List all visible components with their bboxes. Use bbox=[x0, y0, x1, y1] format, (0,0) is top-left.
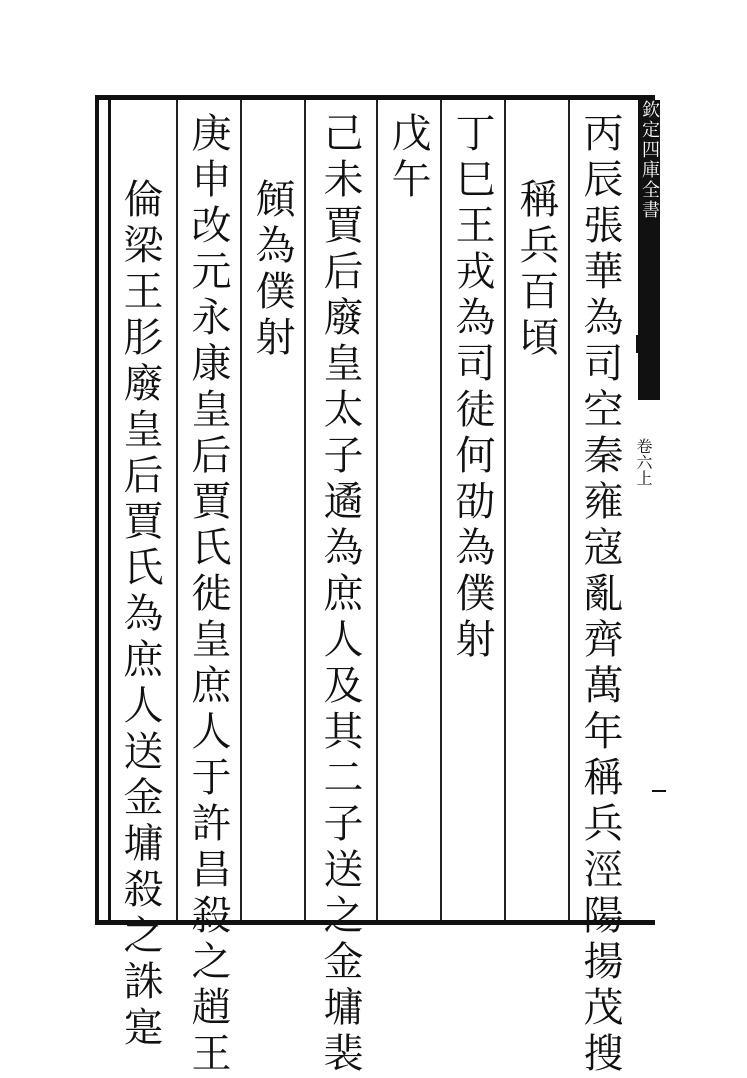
juan-label: 卷六上 bbox=[634, 438, 653, 486]
text-column-5: 己未賈后廢皇太子遹為庶人及其二子送之金墉裴 bbox=[317, 112, 363, 1078]
text-column-2: 稱兵百頃 bbox=[513, 178, 559, 362]
frame-inner-border bbox=[108, 100, 111, 920]
column-rule bbox=[440, 100, 442, 920]
text-column-6: 頠為僕射 bbox=[249, 178, 295, 362]
margin-tick bbox=[652, 790, 666, 792]
fish-tail-mark bbox=[636, 335, 658, 353]
book-title: 欽定四庫全書 bbox=[639, 100, 660, 220]
text-column-3: 丁巳王戎為司徒何劭為僕射 bbox=[449, 112, 495, 664]
page-frame bbox=[95, 95, 655, 925]
column-rule bbox=[176, 100, 178, 920]
text-column-4: 戊午 bbox=[385, 112, 431, 204]
column-rule bbox=[376, 100, 378, 920]
text-column-8: 倫梁王肜廢皇后賈氏為庶人送金墉殺之誅寔 bbox=[117, 178, 163, 1052]
column-rule bbox=[304, 100, 306, 920]
text-column-1: 丙辰張華為司空秦雍寇亂齊萬年稱兵涇陽揚茂搜 bbox=[577, 112, 623, 1078]
text-column-7: 庚申改元永康皇后賈氏徙皇庶人于許昌殺之趙王 bbox=[185, 112, 231, 1078]
column-rule bbox=[568, 100, 570, 920]
column-rule bbox=[504, 100, 506, 920]
column-rule bbox=[240, 100, 242, 920]
